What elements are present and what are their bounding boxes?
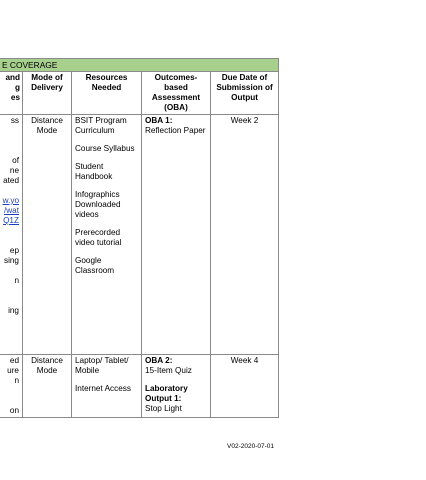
due-cell: Week 4 [211,355,279,418]
resource-item: Internet Access [75,384,131,393]
video-link[interactable]: Q1Z [3,216,19,225]
cell-fragment: ep [9,246,19,255]
cell-fragment [2,216,19,226]
cell-fragment: ing [8,306,19,315]
cell-fragment: sing [3,256,19,265]
due-cell: Week 2 [211,115,279,355]
cell-fragment [2,236,19,246]
truncated-cell [0,355,23,418]
resource-item: BSIT Program Curriculum [75,116,127,135]
cell-fragment [2,206,19,216]
cell-fragment [2,196,19,206]
cell-fragment: n [14,376,19,385]
resources-cell [72,355,142,418]
resource-item: Infographics Downloaded videos [75,190,121,219]
mode-cell: Distance Mode [23,115,72,355]
cell-fragment [2,386,19,396]
oba-title: OBA 2: [145,356,173,365]
cell-fragment: ated [3,176,19,185]
cell-fragment [2,226,19,236]
lab-output-title: Laboratory Output 1: [145,384,188,403]
truncated-cell [0,115,23,355]
cell-fragment [2,266,19,276]
coverage-banner-row [0,59,279,72]
resource-item: Prerecorded video tutorial [75,228,122,247]
cell-fragment: on [9,406,19,415]
resource-item: Google Classroom [75,256,115,275]
cell-fragment [2,136,19,146]
cell-fragment: ne [9,166,19,175]
video-link[interactable]: w.yo [2,196,19,205]
cell-fragment: ed [9,356,19,365]
header-fragment: and [5,73,20,82]
table-row [0,115,279,355]
cell-fragment [2,126,19,136]
header-resources-needed: Resources Needed [72,72,142,115]
oba-title: OBA 1: [145,116,173,125]
oba-text: Reflection Paper [145,126,206,135]
cell-fragment [2,146,19,156]
cell-fragment [2,396,19,406]
table-row [0,355,279,418]
header-mode-of-delivery: Mode of Delivery [23,72,72,115]
header-oba: Outcomes-based Assessment (OBA) [142,72,211,115]
coverage-banner: E COVERAGE [0,59,279,72]
header-due-date: Due Date of Submission of Output [211,72,279,115]
cell-fragment [2,296,19,306]
coverage-table [0,58,279,418]
header-fragment: g [14,83,20,92]
header-row [0,72,279,115]
resource-item: Laptop/ Tablet/ Mobile [75,356,129,375]
cell-fragment: ss [10,116,19,125]
cell-fragment: ure [7,366,19,375]
header-truncated [0,72,23,115]
oba-cell [142,115,211,355]
resource-item: Course Syllabus [75,144,135,153]
document-version-footer: V02-2020-07-01 [227,443,274,450]
oba-text: 15-Item Quiz [145,366,192,375]
lab-output-text: Stop Light [145,404,182,413]
cell-fragment: of [12,156,19,165]
cell-fragment [2,186,19,196]
oba-cell [142,355,211,418]
cell-fragment [2,286,19,296]
mode-cell: Distance Mode [23,355,72,418]
header-fragment: es [10,93,20,102]
cell-fragment: n [14,276,19,285]
video-link[interactable]: /wat [3,206,19,215]
resource-item: Student Handbook [75,162,113,181]
resources-cell [72,115,142,355]
